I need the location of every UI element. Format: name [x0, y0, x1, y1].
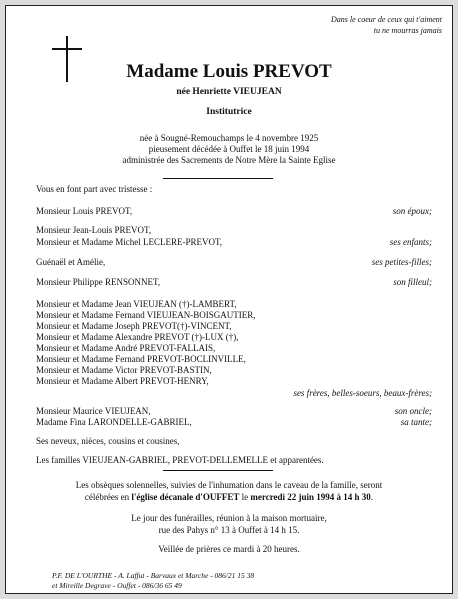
vigil-line: Veillée de prières ce mardi à 20 heures.: [158, 544, 300, 554]
sacraments-line: administrée des Sacrements de Notre Mère la Sainte Eglise: [122, 155, 336, 165]
family-row: Monsieur Maurice VIEUJEAN, son oncle;: [36, 406, 432, 416]
divider-bottom: [163, 470, 273, 471]
gathering-line-2: rue des Pahys n° 13 à Ouffet à 14 h 15.: [158, 525, 300, 535]
funeral-home: [52, 571, 254, 591]
motto-line-2: tu ne mourras jamais: [373, 26, 442, 35]
family-row: Monsieur Jean-Louis PREVOT,: [36, 225, 152, 235]
family-row: Monsieur et Madame Fernand VIEUJEAN-BOISGAUTIER,: [36, 310, 256, 320]
funeral-home-line-1: P.F. DE L'OURTHE - A. Laffut - Barvaux et Marche - 086/21 15 38: [52, 571, 255, 580]
family-row: Monsieur et Madame Alexandre PREVOT (†)-LUX (†),: [36, 332, 239, 342]
family-row: Monsieur et Madame Jean VIEUJEAN (†)-LAMBERT,: [36, 299, 237, 309]
funeral-line-1: Les obsèques solennelles, suivies de l'inhumation dans le caveau de la famille, seront: [75, 480, 383, 490]
family-row: Madame Fina LARONDELLE-GABRIEL, sa tante;: [36, 417, 432, 427]
family-row: Monsieur et Madame Fernand PREVOT-BOCLINVILLE,: [36, 354, 246, 364]
motto: [242, 14, 442, 36]
funeral-date: mercredi 22 juin 1994 à 14 h 30: [250, 492, 371, 502]
bio: [6, 133, 452, 166]
family-row: Monsieur Philippe RENSONNET, son filleul;: [36, 277, 432, 287]
birth-line: née à Sougné-Remouchamps le 4 novembre 1925: [139, 133, 319, 143]
family-row: Monsieur et Madame Victor PREVOT-BASTIN,: [36, 365, 212, 375]
divider-top: [163, 178, 273, 179]
family-row: Monsieur et Madame Joseph PREVOT(†)-VINCENT,: [36, 321, 232, 331]
gathering-line-1: Le jour des funérailles, réunion à la maison mortuaire,: [131, 513, 327, 523]
funeral-home-line-2: et Mireille Degrave - Ouffet - 086/36 65 49: [52, 581, 182, 590]
motto-line-1: Dans le coeur de ceux qui t'aiment: [330, 15, 442, 24]
church-name: l'église décanale d'OUFFET: [131, 492, 240, 502]
family-row: Monsieur et Madame Michel LECLERE-PREVOT, ses enfants;: [36, 237, 432, 247]
family-row: Monsieur et Madame André PREVOT-FALLAIS,: [36, 343, 216, 353]
obituary-card: [5, 5, 453, 594]
maiden-name: née Henriette VIEUJEAN: [176, 87, 282, 97]
death-line: pieusement décédée à Ouffet le 18 juin 1994: [148, 144, 310, 154]
profession: Institutrice: [206, 107, 252, 117]
intro-line: Vous en font part avec tristesse :: [36, 184, 153, 194]
funeral-line-2: célébrées en l'église décanale d'OUFFET le mercredi 22 juin 1994 à 14 h 30.: [84, 492, 374, 502]
family-row: Monsieur Louis PREVOT, son époux;: [36, 206, 432, 216]
deceased-name: Madame Louis PREVOT: [126, 61, 332, 82]
family-row: ses frères, belles-soeurs, beaux-frères;: [293, 388, 432, 398]
family-row: Ses neveux, nièces, cousins et cousines,: [36, 436, 180, 446]
family-row: Guénaël et Amélie, ses petites-filles;: [36, 257, 432, 267]
family-row: Monsieur et Madame Albert PREVOT-HENRY,: [36, 376, 209, 386]
family-row: Les familles VIEUJEAN-GABRIEL, PREVOT-DELLEMELLE et apparentées.: [36, 455, 324, 465]
